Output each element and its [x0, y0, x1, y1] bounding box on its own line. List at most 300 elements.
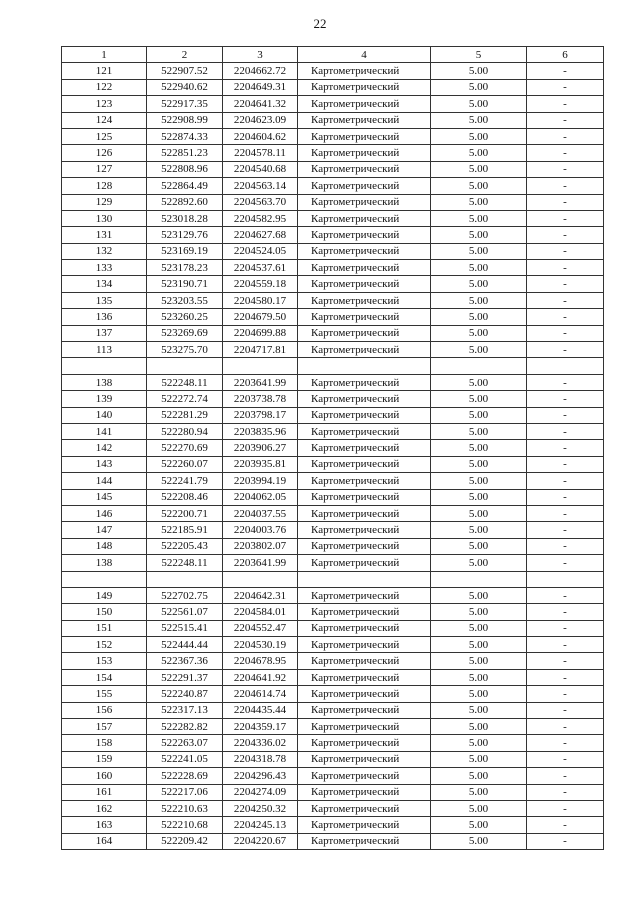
point-number-cell: 148	[62, 538, 147, 554]
table-row	[62, 620, 604, 636]
accuracy-cell: 5.00	[431, 653, 527, 669]
point-number-cell: 125	[62, 128, 147, 144]
empty-cell	[223, 358, 298, 374]
accuracy-cell: 5.00	[431, 112, 527, 128]
x-coordinate-cell: 522291.37	[147, 669, 223, 685]
point-number-cell: 122	[62, 79, 147, 95]
x-coordinate-cell: 522808.96	[147, 161, 223, 177]
point-number-cell: 153	[62, 653, 147, 669]
point-number-cell: 129	[62, 194, 147, 210]
note-cell: -	[527, 407, 604, 423]
table-row	[62, 538, 604, 554]
y-coordinate-cell: 2203641.99	[223, 555, 298, 571]
x-coordinate-cell: 522209.42	[147, 833, 223, 849]
page-number: 22	[313, 16, 327, 31]
method-cell: Картометрический	[298, 456, 431, 472]
x-coordinate-cell: 522263.07	[147, 735, 223, 751]
table-row	[62, 194, 604, 210]
point-number-cell: 121	[62, 63, 147, 79]
method-cell: Картометрический	[298, 309, 431, 325]
x-coordinate-cell: 522210.63	[147, 800, 223, 816]
y-coordinate-cell: 2204274.09	[223, 784, 298, 800]
table-row	[62, 587, 604, 603]
accuracy-cell: 5.00	[431, 325, 527, 341]
note-cell: -	[527, 522, 604, 538]
point-number-cell: 157	[62, 719, 147, 735]
x-coordinate-cell: 523129.76	[147, 227, 223, 243]
y-coordinate-cell: 2204220.67	[223, 833, 298, 849]
note-cell: -	[527, 587, 604, 603]
accuracy-cell: 5.00	[431, 309, 527, 325]
x-coordinate-cell: 522228.69	[147, 768, 223, 784]
point-number-cell: 164	[62, 833, 147, 849]
accuracy-cell: 5.00	[431, 194, 527, 210]
note-cell: -	[527, 751, 604, 767]
accuracy-cell: 5.00	[431, 96, 527, 112]
point-number-cell: 161	[62, 784, 147, 800]
group-separator-row	[62, 571, 604, 587]
x-coordinate-cell: 522864.49	[147, 178, 223, 194]
point-number-cell: 152	[62, 637, 147, 653]
table-row	[62, 79, 604, 95]
note-cell: -	[527, 489, 604, 505]
accuracy-cell: 5.00	[431, 719, 527, 735]
method-cell: Картометрический	[298, 538, 431, 554]
method-cell: Картометрический	[298, 505, 431, 521]
note-cell: -	[527, 292, 604, 308]
x-coordinate-cell: 523275.70	[147, 342, 223, 358]
y-coordinate-cell: 2204250.32	[223, 800, 298, 816]
point-number-cell: 126	[62, 145, 147, 161]
column-header: 2	[147, 47, 223, 63]
table-row	[62, 391, 604, 407]
y-coordinate-cell: 2203835.96	[223, 423, 298, 439]
column-header: 3	[223, 47, 298, 63]
table-row	[62, 505, 604, 521]
empty-cell	[431, 358, 527, 374]
method-cell: Картометрический	[298, 719, 431, 735]
method-cell: Картометрический	[298, 768, 431, 784]
point-number-cell: 150	[62, 604, 147, 620]
table-row	[62, 112, 604, 128]
x-coordinate-cell: 522317.13	[147, 702, 223, 718]
x-coordinate-cell: 522444.44	[147, 637, 223, 653]
point-number-cell: 124	[62, 112, 147, 128]
table-row	[62, 489, 604, 505]
method-cell: Картометрический	[298, 325, 431, 341]
table-row	[62, 604, 604, 620]
accuracy-cell: 5.00	[431, 587, 527, 603]
x-coordinate-cell: 522248.11	[147, 374, 223, 390]
note-cell: -	[527, 735, 604, 751]
accuracy-cell: 5.00	[431, 686, 527, 702]
note-cell: -	[527, 391, 604, 407]
point-number-cell: 135	[62, 292, 147, 308]
y-coordinate-cell: 2204614.74	[223, 686, 298, 702]
point-number-cell: 134	[62, 276, 147, 292]
point-number-cell: 151	[62, 620, 147, 636]
column-header: 6	[527, 47, 604, 63]
table-body	[62, 63, 604, 850]
note-cell: -	[527, 112, 604, 128]
x-coordinate-cell: 522260.07	[147, 456, 223, 472]
table-row	[62, 423, 604, 439]
y-coordinate-cell: 2204245.13	[223, 817, 298, 833]
y-coordinate-cell: 2204359.17	[223, 719, 298, 735]
note-cell: -	[527, 440, 604, 456]
point-number-cell: 147	[62, 522, 147, 538]
note-cell: -	[527, 63, 604, 79]
x-coordinate-cell: 522217.06	[147, 784, 223, 800]
table-row	[62, 473, 604, 489]
note-cell: -	[527, 505, 604, 521]
point-number-cell: 158	[62, 735, 147, 751]
y-coordinate-cell: 2204580.17	[223, 292, 298, 308]
note-cell: -	[527, 128, 604, 144]
point-number-cell: 133	[62, 260, 147, 276]
method-cell: Картометрический	[298, 473, 431, 489]
table-row	[62, 63, 604, 79]
x-coordinate-cell: 522205.43	[147, 538, 223, 554]
accuracy-cell: 5.00	[431, 407, 527, 423]
x-coordinate-cell: 523190.71	[147, 276, 223, 292]
point-number-cell: 141	[62, 423, 147, 439]
method-cell: Картометрический	[298, 243, 431, 259]
accuracy-cell: 5.00	[431, 374, 527, 390]
y-coordinate-cell: 2204604.62	[223, 128, 298, 144]
note-cell: -	[527, 145, 604, 161]
note-cell: -	[527, 178, 604, 194]
method-cell: Картометрический	[298, 79, 431, 95]
point-number-cell: 140	[62, 407, 147, 423]
method-cell: Картометрический	[298, 96, 431, 112]
table-row	[62, 96, 604, 112]
table-row	[62, 243, 604, 259]
table-row	[62, 653, 604, 669]
accuracy-cell: 5.00	[431, 604, 527, 620]
method-cell: Картометрический	[298, 63, 431, 79]
method-cell: Картометрический	[298, 817, 431, 833]
point-number-cell: 154	[62, 669, 147, 685]
table-row	[62, 407, 604, 423]
table-row	[62, 768, 604, 784]
method-cell: Картометрический	[298, 391, 431, 407]
y-coordinate-cell: 2204642.31	[223, 587, 298, 603]
accuracy-cell: 5.00	[431, 620, 527, 636]
empty-cell	[62, 571, 147, 587]
method-cell: Картометрический	[298, 276, 431, 292]
note-cell: -	[527, 423, 604, 439]
table-row	[62, 800, 604, 816]
accuracy-cell: 5.00	[431, 292, 527, 308]
x-coordinate-cell: 522917.35	[147, 96, 223, 112]
empty-cell	[62, 358, 147, 374]
method-cell: Картометрический	[298, 342, 431, 358]
method-cell: Картометрический	[298, 686, 431, 702]
accuracy-cell: 5.00	[431, 669, 527, 685]
empty-cell	[431, 571, 527, 587]
x-coordinate-cell: 522210.68	[147, 817, 223, 833]
y-coordinate-cell: 2204679.50	[223, 309, 298, 325]
method-cell: Картометрический	[298, 260, 431, 276]
accuracy-cell: 5.00	[431, 817, 527, 833]
x-coordinate-cell: 522702.75	[147, 587, 223, 603]
note-cell: -	[527, 243, 604, 259]
point-number-cell: 155	[62, 686, 147, 702]
x-coordinate-cell: 522240.87	[147, 686, 223, 702]
note-cell: -	[527, 96, 604, 112]
table-row	[62, 374, 604, 390]
note-cell: -	[527, 79, 604, 95]
point-number-cell: 128	[62, 178, 147, 194]
accuracy-cell: 5.00	[431, 243, 527, 259]
y-coordinate-cell: 2204563.14	[223, 178, 298, 194]
accuracy-cell: 5.00	[431, 423, 527, 439]
y-coordinate-cell: 2204552.47	[223, 620, 298, 636]
y-coordinate-cell: 2204336.02	[223, 735, 298, 751]
method-cell: Картометрический	[298, 489, 431, 505]
x-coordinate-cell: 523260.25	[147, 309, 223, 325]
note-cell: -	[527, 669, 604, 685]
note-cell: -	[527, 653, 604, 669]
x-coordinate-cell: 522270.69	[147, 440, 223, 456]
point-number-cell: 142	[62, 440, 147, 456]
point-number-cell: 131	[62, 227, 147, 243]
method-cell: Картометрический	[298, 620, 431, 636]
y-coordinate-cell: 2204062.05	[223, 489, 298, 505]
note-cell: -	[527, 374, 604, 390]
note-cell: -	[527, 800, 604, 816]
x-coordinate-cell: 522208.46	[147, 489, 223, 505]
point-number-cell: 139	[62, 391, 147, 407]
y-coordinate-cell: 2204435.44	[223, 702, 298, 718]
x-coordinate-cell: 522280.94	[147, 423, 223, 439]
x-coordinate-cell: 522282.82	[147, 719, 223, 735]
empty-cell	[298, 358, 431, 374]
y-coordinate-cell: 2204537.61	[223, 260, 298, 276]
method-cell: Картометрический	[298, 292, 431, 308]
accuracy-cell: 5.00	[431, 210, 527, 226]
point-number-cell: 163	[62, 817, 147, 833]
method-cell: Картометрический	[298, 653, 431, 669]
note-cell: -	[527, 784, 604, 800]
table-row	[62, 325, 604, 341]
table-row	[62, 161, 604, 177]
point-number-cell: 137	[62, 325, 147, 341]
method-cell: Картометрический	[298, 178, 431, 194]
method-cell: Картометрический	[298, 128, 431, 144]
note-cell: -	[527, 309, 604, 325]
point-number-cell: 136	[62, 309, 147, 325]
table-header-row	[62, 47, 604, 63]
y-coordinate-cell: 2204563.70	[223, 194, 298, 210]
empty-cell	[223, 571, 298, 587]
table-row	[62, 522, 604, 538]
accuracy-cell: 5.00	[431, 260, 527, 276]
y-coordinate-cell: 2204641.92	[223, 669, 298, 685]
point-number-cell: 145	[62, 489, 147, 505]
table-row	[62, 128, 604, 144]
note-cell: -	[527, 637, 604, 653]
note-cell: -	[527, 833, 604, 849]
table-row	[62, 292, 604, 308]
method-cell: Картометрический	[298, 227, 431, 243]
y-coordinate-cell: 2203994.19	[223, 473, 298, 489]
note-cell: -	[527, 260, 604, 276]
point-number-cell: 156	[62, 702, 147, 718]
note-cell: -	[527, 210, 604, 226]
table-row	[62, 702, 604, 718]
point-number-cell: 132	[62, 243, 147, 259]
x-coordinate-cell: 522907.52	[147, 63, 223, 79]
method-cell: Картометрический	[298, 210, 431, 226]
accuracy-cell: 5.00	[431, 555, 527, 571]
x-coordinate-cell: 522892.60	[147, 194, 223, 210]
method-cell: Картометрический	[298, 702, 431, 718]
column-header: 5	[431, 47, 527, 63]
accuracy-cell: 5.00	[431, 735, 527, 751]
method-cell: Картометрический	[298, 669, 431, 685]
accuracy-cell: 5.00	[431, 833, 527, 849]
accuracy-cell: 5.00	[431, 522, 527, 538]
table-row	[62, 342, 604, 358]
point-number-cell: 162	[62, 800, 147, 816]
x-coordinate-cell: 522851.23	[147, 145, 223, 161]
y-coordinate-cell: 2204649.31	[223, 79, 298, 95]
empty-cell	[527, 571, 604, 587]
point-number-cell: 127	[62, 161, 147, 177]
point-number-cell: 113	[62, 342, 147, 358]
y-coordinate-cell: 2203906.27	[223, 440, 298, 456]
x-coordinate-cell: 522241.79	[147, 473, 223, 489]
x-coordinate-cell: 523203.55	[147, 292, 223, 308]
y-coordinate-cell: 2204559.18	[223, 276, 298, 292]
table-row	[62, 751, 604, 767]
table-row	[62, 555, 604, 571]
y-coordinate-cell: 2204584.01	[223, 604, 298, 620]
x-coordinate-cell: 523169.19	[147, 243, 223, 259]
accuracy-cell: 5.00	[431, 342, 527, 358]
note-cell: -	[527, 555, 604, 571]
y-coordinate-cell: 2204540.68	[223, 161, 298, 177]
accuracy-cell: 5.00	[431, 702, 527, 718]
method-cell: Картометрический	[298, 833, 431, 849]
accuracy-cell: 5.00	[431, 276, 527, 292]
method-cell: Картометрический	[298, 735, 431, 751]
note-cell: -	[527, 604, 604, 620]
table-row	[62, 686, 604, 702]
method-cell: Картометрический	[298, 522, 431, 538]
y-coordinate-cell: 2204627.68	[223, 227, 298, 243]
empty-cell	[527, 358, 604, 374]
empty-cell	[147, 358, 223, 374]
y-coordinate-cell: 2204717.81	[223, 342, 298, 358]
accuracy-cell: 5.00	[431, 391, 527, 407]
x-coordinate-cell: 522185.91	[147, 522, 223, 538]
note-cell: -	[527, 538, 604, 554]
x-coordinate-cell: 522200.71	[147, 505, 223, 521]
accuracy-cell: 5.00	[431, 751, 527, 767]
x-coordinate-cell: 523269.69	[147, 325, 223, 341]
x-coordinate-cell: 522940.62	[147, 79, 223, 95]
point-number-cell: 138	[62, 555, 147, 571]
table-row	[62, 817, 604, 833]
accuracy-cell: 5.00	[431, 161, 527, 177]
point-number-cell: 130	[62, 210, 147, 226]
point-number-cell: 144	[62, 473, 147, 489]
table-row	[62, 456, 604, 472]
note-cell: -	[527, 686, 604, 702]
note-cell: -	[527, 620, 604, 636]
method-cell: Картометрический	[298, 751, 431, 767]
table-row	[62, 178, 604, 194]
x-coordinate-cell: 522561.07	[147, 604, 223, 620]
note-cell: -	[527, 276, 604, 292]
x-coordinate-cell: 522241.05	[147, 751, 223, 767]
empty-cell	[147, 571, 223, 587]
x-coordinate-cell: 522248.11	[147, 555, 223, 571]
table-row	[62, 669, 604, 685]
accuracy-cell: 5.00	[431, 637, 527, 653]
column-header: 1	[62, 47, 147, 63]
accuracy-cell: 5.00	[431, 538, 527, 554]
x-coordinate-cell: 523178.23	[147, 260, 223, 276]
method-cell: Картометрический	[298, 145, 431, 161]
coordinates-table	[61, 46, 604, 850]
accuracy-cell: 5.00	[431, 63, 527, 79]
x-coordinate-cell: 522272.74	[147, 391, 223, 407]
accuracy-cell: 5.00	[431, 768, 527, 784]
table-row	[62, 784, 604, 800]
table-row	[62, 145, 604, 161]
table-row	[62, 833, 604, 849]
y-coordinate-cell: 2204296.43	[223, 768, 298, 784]
accuracy-cell: 5.00	[431, 505, 527, 521]
y-coordinate-cell: 2204003.76	[223, 522, 298, 538]
y-coordinate-cell: 2204318.78	[223, 751, 298, 767]
accuracy-cell: 5.00	[431, 489, 527, 505]
x-coordinate-cell: 523018.28	[147, 210, 223, 226]
accuracy-cell: 5.00	[431, 178, 527, 194]
method-cell: Картометрический	[298, 423, 431, 439]
note-cell: -	[527, 719, 604, 735]
method-cell: Картометрический	[298, 555, 431, 571]
note-cell: -	[527, 161, 604, 177]
method-cell: Картометрический	[298, 407, 431, 423]
note-cell: -	[527, 342, 604, 358]
method-cell: Картометрический	[298, 112, 431, 128]
method-cell: Картометрический	[298, 440, 431, 456]
point-number-cell: 123	[62, 96, 147, 112]
y-coordinate-cell: 2204678.95	[223, 653, 298, 669]
method-cell: Картометрический	[298, 161, 431, 177]
note-cell: -	[527, 194, 604, 210]
table-row	[62, 637, 604, 653]
point-number-cell: 138	[62, 374, 147, 390]
x-coordinate-cell: 522874.33	[147, 128, 223, 144]
y-coordinate-cell: 2204578.11	[223, 145, 298, 161]
y-coordinate-cell: 2203641.99	[223, 374, 298, 390]
x-coordinate-cell: 522515.41	[147, 620, 223, 636]
y-coordinate-cell: 2203798.17	[223, 407, 298, 423]
note-cell: -	[527, 325, 604, 341]
accuracy-cell: 5.00	[431, 440, 527, 456]
table-row	[62, 260, 604, 276]
y-coordinate-cell: 2204662.72	[223, 63, 298, 79]
y-coordinate-cell: 2204699.88	[223, 325, 298, 341]
note-cell: -	[527, 702, 604, 718]
method-cell: Картометрический	[298, 784, 431, 800]
